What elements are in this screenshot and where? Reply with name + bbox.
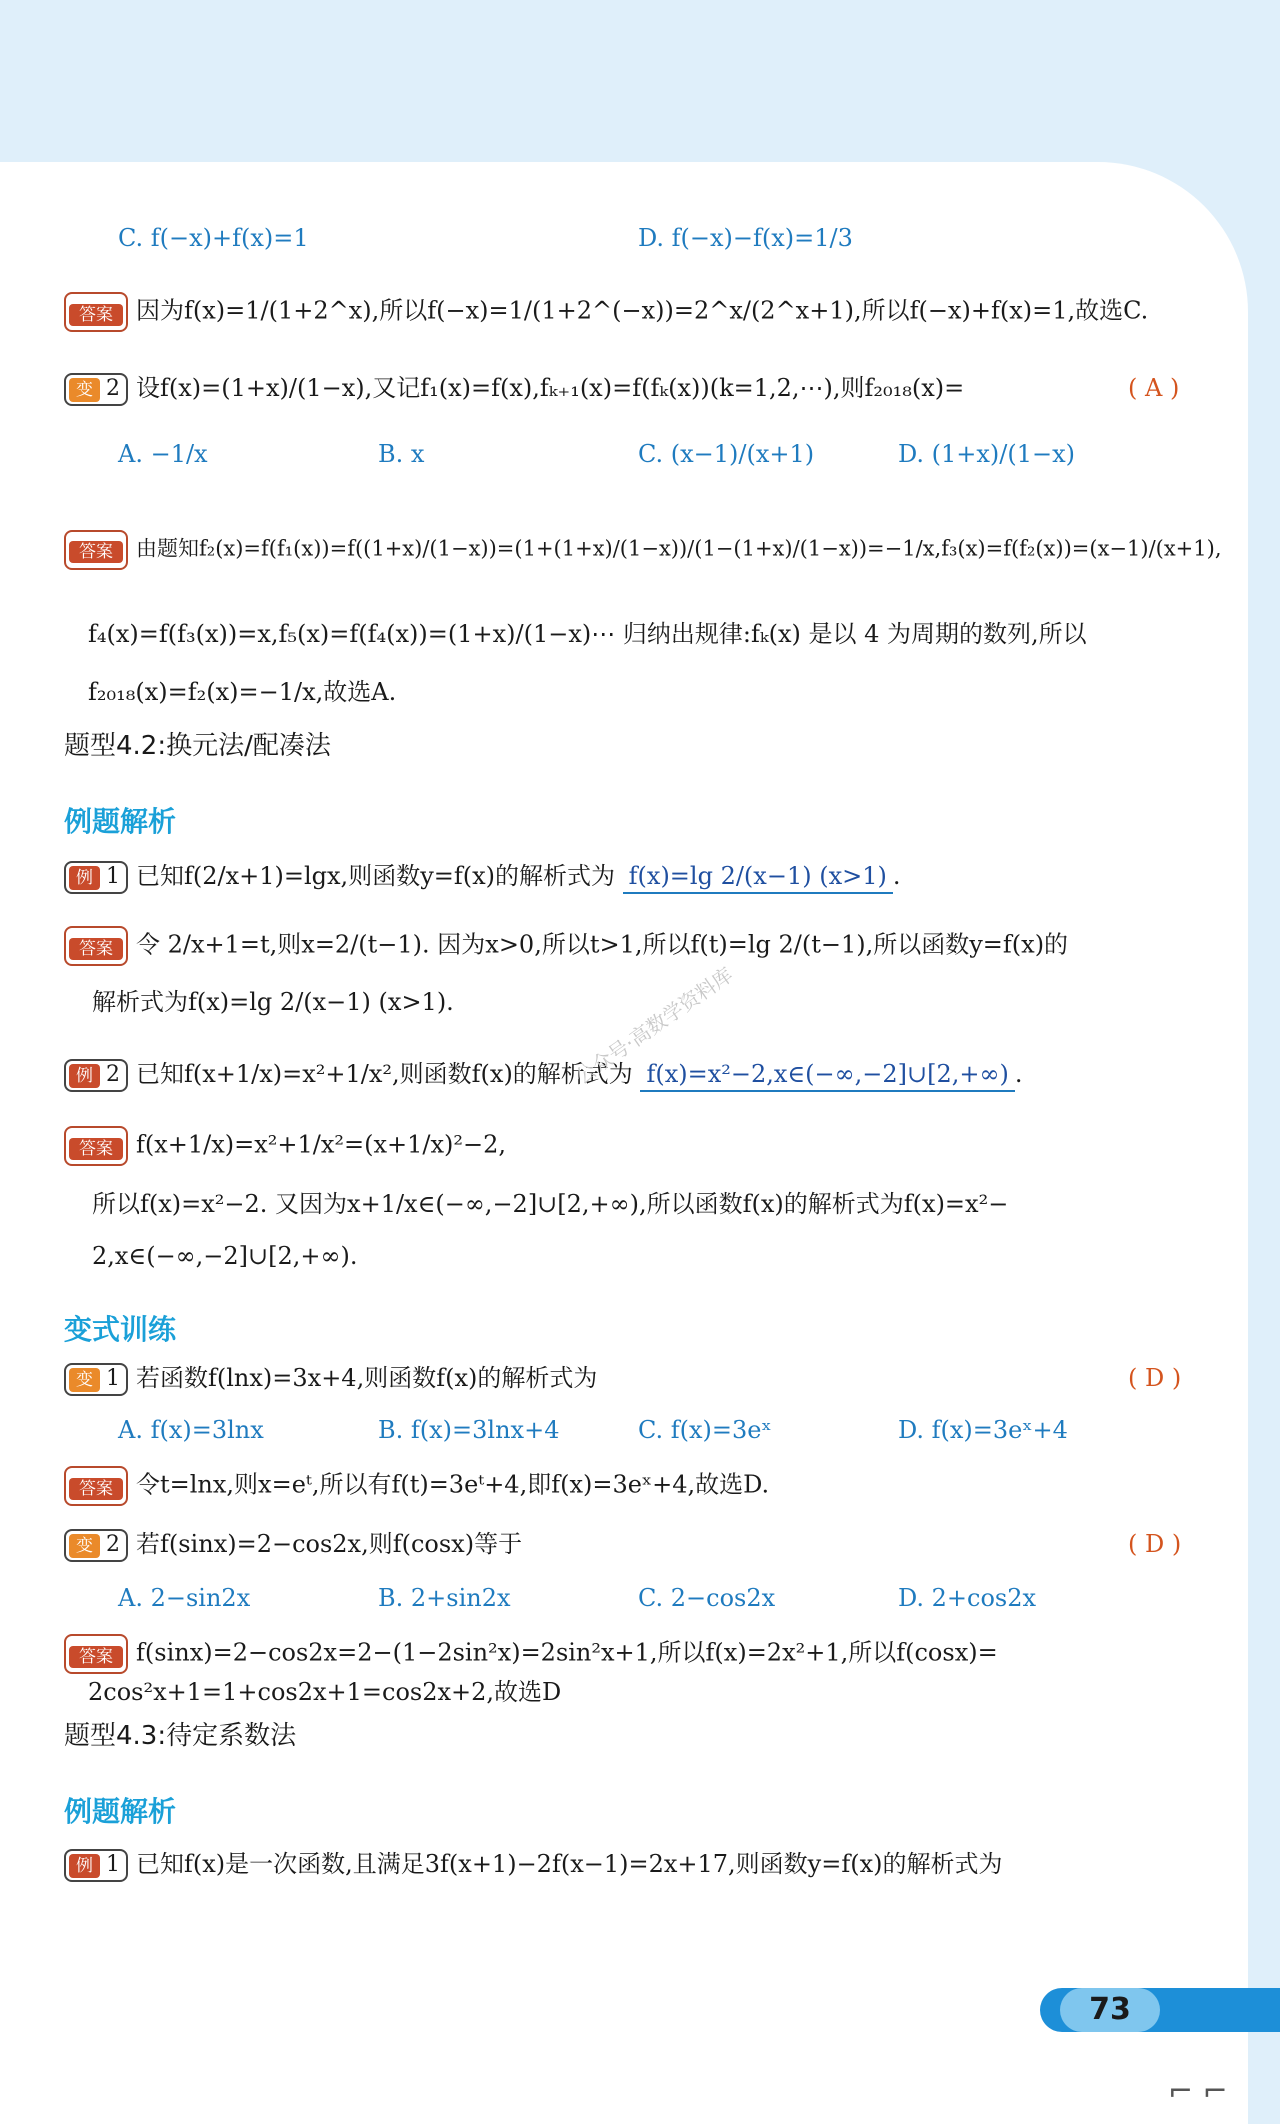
answer-2-line-3: f₂₀₁₈(x)=f₂(x)=−1/x,故选A. bbox=[88, 678, 397, 706]
variant-2 bbox=[64, 1528, 522, 1562]
option-d: D. f(−x)−f(x)=1/3 bbox=[638, 224, 853, 252]
option-c: C. 2−cos2x bbox=[638, 1584, 776, 1612]
section-title: 题型4.3:待定系数法 bbox=[64, 1721, 297, 1751]
question-text: 已知f(x+1/x)=x²+1/x²,则函数f(x)的解析式为 bbox=[136, 1060, 633, 1088]
variant-badge: 变 1 bbox=[64, 1363, 128, 1396]
example-heading: 例题解析 bbox=[64, 805, 177, 838]
answer-example-1-line-1: 答案 令 2/x+1=t,则x=2/(t−1). 因为x>0,所以t>1,所以f(t)=lg 2/(t−1),所以函数y=f(x)的 bbox=[64, 926, 1068, 966]
option-c: C. f(−x)+f(x)=1 bbox=[118, 224, 309, 252]
answer-choice: ( D ) bbox=[1128, 1530, 1182, 1558]
answer-1 bbox=[64, 292, 1148, 332]
option-b: B. f(x)=3lnx+4 bbox=[378, 1416, 560, 1444]
example-heading: 例题解析 bbox=[64, 1795, 177, 1828]
example-1: 例 1 已知f(2/x+1)=lgx,则函数y=f(x)的解析式为 f(x)=lg 2/(x−1) (x>1) . bbox=[64, 860, 900, 894]
answer-2-line-1: 答案 由题知f₂(x)=f(f₁(x))=f((1+x)/(1−x))=(1+(1+x)/(1−x))/(1−(1+x)/(1−x))=−1/x,f₃(x)=f(f₂(x))=(x−1)/(x+1), bbox=[64, 530, 1222, 570]
option-a: A. f(x)=3lnx bbox=[118, 1416, 264, 1444]
answer-example-2-line-2: 所以f(x)=x²−2. 又因为x+1/x∈(−∞,−2]∪[2,+∞),所以函数f(x)的解析式为f(x)=x²− bbox=[92, 1190, 1009, 1218]
answer-badge: 答案 bbox=[64, 1634, 128, 1674]
answer-badge: 答案 bbox=[64, 1466, 128, 1506]
example-badge: 例 1 bbox=[64, 1849, 128, 1882]
option-d: D. (1+x)/(1−x) bbox=[898, 440, 1076, 468]
example-1 bbox=[64, 1848, 1002, 1882]
answer-variant-2-line-2: 2cos²x+1=1+cos2x+1=cos2x+2,故选D bbox=[88, 1678, 562, 1706]
answer-blank: f(x)=lg 2/(x−1) (x>1) bbox=[623, 860, 893, 894]
corner-marks: ⌐ ⌐ bbox=[1168, 2074, 1228, 2109]
answer-example-2-line-1: 答案 f(x+1/x)=x²+1/x²=(x+1/x)²−2, bbox=[64, 1126, 506, 1166]
answer-variant-1: 答案 令t=lnx,则x=eᵗ,所以有f(t)=3eᵗ+4,即f(x)=3eˣ+4,故选D. bbox=[64, 1466, 769, 1506]
question-text: 设f(x)=(1+x)/(1−x),又记f₁(x)=f(x),fₖ₊₁(x)=f(fₖ(x))(k=1,2,⋯),则f₂₀₁₈(x)= bbox=[136, 374, 965, 402]
answer-badge: 答案 bbox=[64, 926, 128, 966]
option-c: C. f(x)=3eˣ bbox=[638, 1416, 772, 1444]
question-variant-2 bbox=[64, 372, 1214, 406]
variant-heading: 变式训练 bbox=[64, 1313, 177, 1346]
watermark: 公众号·高数学资料库 bbox=[570, 962, 738, 1090]
answer-badge: 答案 bbox=[64, 292, 128, 332]
option-a: A. −1/x bbox=[118, 440, 208, 468]
page-number: 73 bbox=[1060, 1988, 1160, 2032]
option-d: D. f(x)=3eˣ+4 bbox=[898, 1416, 1068, 1444]
answer-choice: ( A ) bbox=[1128, 374, 1180, 402]
answer-badge: 答案 bbox=[64, 530, 128, 570]
example-2: 例 2 已知f(x+1/x)=x²+1/x²,则函数f(x)的解析式为 f(x)=x²−2,x∈(−∞,−2]∪[2,+∞) . bbox=[64, 1058, 1022, 1092]
option-a: A. 2−sin2x bbox=[118, 1584, 251, 1612]
answer-example-1-line-2: 解析式为f(x)=lg 2/(x−1) (x>1). bbox=[92, 988, 454, 1016]
answer-text: 因为f(x)=1/(1+2^x),所以f(−x)=1/(1+2^(−x))=2^x/(2^x+1),所以f(−x)+f(x)=1,故选C. bbox=[136, 296, 1149, 325]
option-c: C. (x−1)/(x+1) bbox=[638, 440, 815, 468]
answer-choice: ( D ) bbox=[1128, 1364, 1182, 1392]
example-badge: 例 2 bbox=[64, 1059, 128, 1092]
answer-blank: f(x)=x²−2,x∈(−∞,−2]∪[2,+∞) bbox=[640, 1058, 1014, 1092]
question-text: 已知f(2/x+1)=lgx,则函数y=f(x)的解析式为 bbox=[136, 862, 616, 890]
option-d: D. 2+cos2x bbox=[898, 1584, 1037, 1612]
question-text: 已知f(x)是一次函数,且满足3f(x+1)−2f(x−1)=2x+17,则函数y=f(x)的解析式为 bbox=[136, 1850, 1003, 1878]
variant-1 bbox=[64, 1362, 597, 1396]
answer-badge: 答案 bbox=[64, 1126, 128, 1166]
question-text: 若函数f(lnx)=3x+4,则函数f(x)的解析式为 bbox=[136, 1364, 598, 1392]
variant-badge: 变 2 bbox=[64, 1529, 128, 1562]
option-b: B. 2+sin2x bbox=[378, 1584, 511, 1612]
option-b: B. x bbox=[378, 440, 425, 468]
example-badge: 例 1 bbox=[64, 861, 128, 894]
question-text: 若f(sinx)=2−cos2x,则f(cosx)等于 bbox=[136, 1530, 523, 1558]
answer-2-line-2: f₄(x)=f(f₃(x))=x,f₅(x)=f(f₄(x))=(1+x)/(1−x)⋯ 归纳出规律:fₖ(x) 是以 4 为周期的数列,所以 bbox=[88, 620, 1087, 648]
answer-variant-2-line-1: 答案 f(sinx)=2−cos2x=2−(1−2sin²x)=2sin²x+1,所以f(x)=2x²+1,所以f(cosx)= bbox=[64, 1634, 998, 1674]
variant-badge: 变 2 bbox=[64, 373, 128, 406]
answer-example-2-line-3: 2,x∈(−∞,−2]∪[2,+∞). bbox=[92, 1242, 358, 1270]
section-title: 题型4.2:换元法/配凑法 bbox=[64, 731, 331, 761]
